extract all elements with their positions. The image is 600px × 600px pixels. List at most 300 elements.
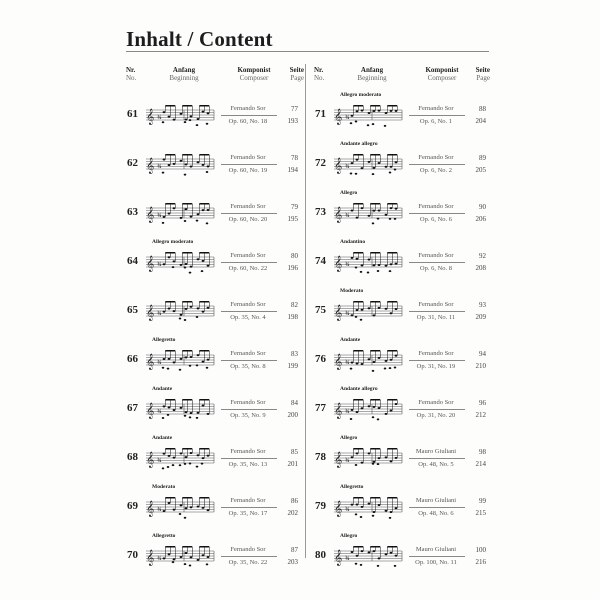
treble-clef-icon: 𝄞 [146, 109, 155, 125]
opus-number: Op. 6, No. 2 [419, 167, 453, 174]
bass-note-head [184, 220, 187, 222]
note-head [202, 404, 205, 406]
note-head [163, 111, 166, 113]
note-head [395, 457, 398, 459]
note-head [207, 112, 210, 114]
note-head [185, 552, 188, 554]
entry-number: 79 [315, 500, 326, 512]
header-beginning [164, 66, 204, 82]
page-number-score: 93 [479, 301, 486, 309]
note-head [180, 314, 183, 316]
note-head [207, 165, 210, 167]
contents-entry [312, 141, 488, 189]
note-head [168, 213, 171, 215]
note-head [190, 306, 193, 308]
bass-note-head [206, 123, 209, 125]
bass-note-head [355, 316, 358, 318]
note-head [163, 311, 166, 313]
beam [370, 203, 380, 205]
composer-name: Fernando Sor [418, 105, 454, 112]
bass-note-head [372, 123, 375, 125]
header-beginning-de: Anfang [172, 66, 196, 74]
contents-entry [312, 92, 488, 140]
header-number [126, 66, 136, 82]
note-head [368, 405, 371, 407]
note-head [390, 409, 393, 411]
beam [370, 497, 380, 499]
bass-note-head [360, 319, 363, 321]
treble-clef-icon: 𝄞 [334, 354, 343, 370]
beam [182, 448, 192, 450]
composer-rule [409, 164, 465, 165]
note-head [202, 164, 205, 166]
contents-entry [124, 386, 300, 434]
bass-note-head [189, 462, 192, 464]
bass-note-head [394, 218, 397, 220]
beam [387, 399, 397, 401]
beam [387, 301, 397, 303]
tempo-marking: Moderato [152, 484, 176, 490]
opus-number: Op. 6, No. 8 [419, 265, 453, 272]
beam [182, 203, 192, 205]
beam [199, 448, 209, 450]
page-number-score: 79 [291, 203, 298, 211]
music-incipit [144, 441, 216, 475]
bass-note-head [384, 125, 387, 127]
page-number-score: 96 [479, 399, 486, 407]
note-head [180, 264, 183, 266]
opus-number: Op. 31, No. 20 [416, 412, 456, 419]
beam [353, 399, 363, 401]
entry-number: 78 [315, 451, 326, 463]
beam [370, 301, 380, 303]
note-head [190, 506, 193, 508]
note-head [168, 406, 171, 408]
composer-rule [409, 262, 465, 263]
bass-note-head [167, 368, 170, 370]
bass-note-head [394, 168, 397, 170]
note-head [163, 263, 166, 265]
page-number-score: 77 [291, 105, 298, 113]
beam [165, 448, 175, 450]
tempo-marking: Allegro [340, 190, 358, 196]
note-head [207, 307, 210, 309]
note-head [361, 550, 364, 552]
beam [182, 350, 192, 352]
opus-number: Op. 60, No. 18 [228, 118, 268, 125]
time-signature: ¾ [345, 458, 350, 464]
music-incipit [144, 490, 216, 524]
bass-note-head [377, 218, 380, 220]
treble-clef-icon: 𝄞 [334, 207, 343, 223]
bass-note-head [179, 513, 182, 515]
time-signature: ¾ [345, 556, 350, 562]
bass-note-head [355, 563, 358, 565]
note-head [361, 110, 364, 112]
note-head [190, 356, 193, 358]
header-page [466, 66, 490, 82]
music-incipit [332, 392, 404, 426]
beam [353, 301, 363, 303]
entry-number: 65 [127, 304, 138, 316]
bass-note-head [196, 220, 199, 222]
note-head [163, 216, 166, 218]
composer-rule [221, 311, 277, 312]
bass-note-head [360, 271, 363, 273]
note-head [185, 308, 188, 310]
note-head [185, 263, 188, 265]
entry-number: 62 [127, 157, 138, 169]
note-head [356, 110, 359, 112]
bass-note-head [172, 266, 175, 268]
note-head [368, 307, 371, 309]
page-number-part: 200 [287, 411, 298, 419]
note-head [351, 314, 354, 316]
note-head [390, 166, 393, 168]
time-signature: ¾ [157, 164, 162, 170]
page-number-score: 83 [291, 350, 298, 358]
note-head [385, 360, 388, 362]
note-head [168, 256, 171, 258]
header-composer-en: Composer [239, 74, 269, 82]
time-signature: ¾ [157, 115, 162, 121]
beam [387, 203, 397, 205]
composer-rule [409, 213, 465, 214]
bass-note-head [372, 515, 375, 517]
page-number-score: 87 [291, 546, 298, 554]
bass-note-head [167, 414, 170, 416]
note-head [385, 413, 388, 415]
note-head [390, 511, 393, 513]
beam [165, 399, 175, 401]
note-head [356, 411, 359, 413]
note-head [368, 452, 371, 454]
note-head [373, 361, 376, 363]
note-head [190, 556, 193, 558]
opus-number: Op. 60, No. 19 [228, 167, 268, 174]
note-head [202, 311, 205, 313]
bass-note-head [372, 222, 375, 224]
beam [387, 546, 397, 548]
opus-number: Op. 48, No. 6 [418, 510, 454, 517]
page-number-part: 196 [287, 264, 298, 272]
music-incipit [332, 294, 404, 328]
beam [182, 252, 192, 254]
bass-note-head [377, 565, 380, 567]
contents-column-right [312, 66, 490, 566]
page-number-part: 195 [287, 215, 298, 223]
bass-note-head [184, 319, 187, 321]
beam [387, 252, 397, 254]
bass-note-head [372, 173, 375, 175]
time-signature: ¾ [345, 409, 350, 415]
bass-note-head [377, 463, 380, 465]
composer-rule [221, 115, 277, 116]
bass-note-head [372, 370, 375, 372]
note-head [361, 309, 364, 311]
tempo-marking: Allegro [340, 435, 358, 441]
note-head [180, 113, 183, 115]
note-head [180, 452, 183, 454]
composer-name: Fernando Sor [418, 399, 454, 406]
bass-note-head [196, 417, 199, 419]
treble-clef-icon: 𝄞 [146, 452, 155, 468]
composer-name: Mauro Giuliani [415, 546, 457, 553]
note-head [373, 314, 376, 316]
note-head [361, 363, 364, 365]
note-head [351, 504, 354, 506]
contents-entry [312, 190, 488, 238]
header-number-de: Nr. [126, 66, 136, 74]
entry-number: 76 [315, 353, 326, 365]
note-head [207, 556, 210, 558]
header-beginning-en: Beginning [169, 74, 199, 82]
time-signature: ¾ [345, 164, 350, 170]
note-head [368, 503, 371, 505]
bass-note-head [355, 121, 358, 123]
beam [165, 105, 175, 107]
note-head [202, 209, 205, 211]
header-composer [224, 66, 284, 82]
music-incipit [144, 294, 216, 328]
note-head [197, 213, 200, 215]
note-head [378, 110, 381, 112]
bass-note-head [196, 124, 199, 126]
note-head [373, 210, 376, 212]
note-head [173, 260, 176, 262]
note-head [163, 510, 166, 512]
composer-name: Mauro Giuliani [415, 497, 457, 504]
tempo-marking: Andantino [340, 239, 366, 245]
contents-entry [124, 239, 300, 287]
page-number-part: 212 [475, 411, 486, 419]
note-head [385, 456, 388, 458]
note-head [395, 208, 398, 210]
beam [199, 252, 209, 254]
tempo-marking: Andante allegro [340, 386, 378, 392]
beam [370, 105, 380, 107]
note-head [378, 307, 381, 309]
beam [182, 546, 192, 548]
bass-note-head [394, 565, 397, 567]
note-head [173, 207, 176, 209]
note-head [197, 559, 200, 561]
page-number-score: 85 [291, 448, 298, 456]
bass-note-head [162, 121, 165, 123]
page-number-score: 80 [291, 252, 298, 260]
tempo-marking: Andante [340, 337, 361, 343]
note-head [173, 509, 176, 511]
note-head [351, 209, 354, 211]
music-incipit [332, 539, 404, 573]
treble-clef-icon: 𝄞 [146, 256, 155, 272]
beam [353, 154, 363, 156]
note-head [202, 507, 205, 509]
music-incipit [332, 343, 404, 377]
note-head [385, 553, 388, 555]
page-number-part: 215 [475, 509, 486, 517]
bass-note-head [162, 172, 165, 174]
note-head [180, 556, 183, 558]
note-head [373, 406, 376, 408]
page-number-part: 203 [287, 558, 298, 566]
treble-clef-icon: 𝄞 [146, 354, 155, 370]
note-head [368, 551, 371, 553]
treble-clef-icon: 𝄞 [334, 158, 343, 174]
composer-name: Fernando Sor [418, 154, 454, 161]
treble-clef-icon: 𝄞 [334, 501, 343, 517]
contents-entry [124, 484, 300, 532]
opus-number: Op. 60, No. 22 [228, 265, 268, 272]
note-head [385, 510, 388, 512]
composer-name: Fernando Sor [418, 350, 454, 357]
entry-number: 67 [127, 402, 138, 414]
header-composer-en: Composer [427, 74, 457, 82]
note-head [390, 552, 393, 554]
note-head [395, 355, 398, 357]
contents-entry [124, 533, 300, 581]
beam [199, 399, 209, 401]
page-number-part: 210 [475, 362, 486, 370]
note-head [378, 209, 381, 211]
contents-entry [312, 386, 488, 434]
note-head [361, 264, 364, 266]
contents-entry [124, 435, 300, 483]
note-head [207, 455, 210, 457]
note-head [361, 407, 364, 409]
bass-note-head [389, 270, 392, 272]
time-signature: ¾ [157, 311, 162, 317]
opus-number: Op. 60, No. 20 [228, 216, 268, 223]
page-number-part: 201 [287, 460, 298, 468]
note-head [163, 453, 166, 455]
tempo-marking: Allegretto [152, 337, 176, 343]
page-number-part: 214 [475, 460, 486, 468]
treble-clef-icon: 𝄞 [146, 305, 155, 321]
entry-number: 68 [127, 451, 138, 463]
note-head [197, 307, 200, 309]
bass-note-head [360, 564, 363, 566]
bass-note-head [167, 466, 170, 468]
note-head [202, 457, 205, 459]
music-incipit [144, 343, 216, 377]
header-page-de: Seite [289, 66, 304, 74]
note-head [368, 112, 371, 114]
bass-note-head [184, 267, 187, 269]
note-head [168, 553, 171, 555]
bass-note-head [206, 367, 209, 369]
page-title: Inhalt / Content [126, 27, 273, 51]
note-head [378, 357, 381, 359]
note-head [378, 557, 381, 559]
note-head [190, 412, 193, 414]
composer-name: Mauro Giuliani [415, 448, 457, 455]
bass-note-head [384, 367, 387, 369]
contents-entry [124, 92, 300, 140]
note-head [168, 164, 171, 166]
bass-note-head [189, 119, 192, 121]
bass-note-head [179, 317, 182, 319]
note-head [378, 264, 381, 266]
contents-entry [312, 533, 488, 581]
opus-number: Op. 31, No. 19 [416, 363, 456, 370]
beam [387, 154, 397, 156]
note-head [173, 558, 176, 560]
beam [353, 546, 363, 548]
page-number-score: 94 [479, 350, 486, 358]
note-head [163, 557, 166, 559]
bass-note-head [389, 367, 392, 369]
note-head [373, 550, 376, 552]
bass-note-head [350, 172, 353, 174]
page-number-part: 194 [287, 166, 298, 174]
contents-entry [312, 288, 488, 336]
note-head [373, 511, 376, 513]
note-head [190, 266, 193, 268]
note-head [368, 358, 371, 360]
note-head [173, 409, 176, 411]
note-head [180, 358, 183, 360]
opus-number: Op. 35, No. 8 [230, 363, 266, 370]
bass-note-head [189, 565, 192, 567]
note-head [197, 258, 200, 260]
note-head [351, 362, 354, 364]
note-head [390, 460, 393, 462]
note-head [173, 361, 176, 363]
note-head [207, 509, 210, 511]
note-head [190, 216, 193, 218]
entry-number: 66 [127, 353, 138, 365]
entry-number: 69 [127, 500, 138, 512]
note-head [395, 403, 398, 405]
entry-number: 80 [315, 549, 326, 561]
note-head [168, 502, 171, 504]
header-page [280, 66, 304, 82]
bass-note-head [350, 418, 353, 420]
bass-note-head [201, 463, 204, 465]
beam [165, 497, 175, 499]
note-head [173, 310, 176, 312]
note-head [163, 405, 166, 407]
bass-note-head [367, 272, 370, 274]
beam [199, 301, 209, 303]
time-signature: ¾ [345, 262, 350, 268]
music-incipit [144, 392, 216, 426]
entry-number: 64 [127, 255, 138, 267]
header-beginning-en: Beginning [357, 74, 387, 82]
note-head [185, 411, 188, 413]
contents-entry [124, 337, 300, 385]
music-incipit [332, 245, 404, 279]
bass-note-head [367, 124, 370, 126]
note-head [390, 207, 393, 209]
composer-name: Fernando Sor [230, 203, 266, 210]
composer-name: Fernando Sor [230, 301, 266, 308]
page-number-part: 199 [287, 362, 298, 370]
page-number-score: 98 [479, 448, 486, 456]
note-head [168, 307, 171, 309]
note-head [395, 555, 398, 557]
music-incipit [332, 98, 404, 132]
time-signature: ¾ [157, 262, 162, 268]
note-head [163, 159, 166, 161]
note-head [197, 161, 200, 163]
note-head [351, 551, 354, 553]
time-signature: ¾ [157, 360, 162, 366]
bass-note-head [179, 464, 182, 466]
beam [165, 203, 175, 205]
beam [182, 154, 192, 156]
